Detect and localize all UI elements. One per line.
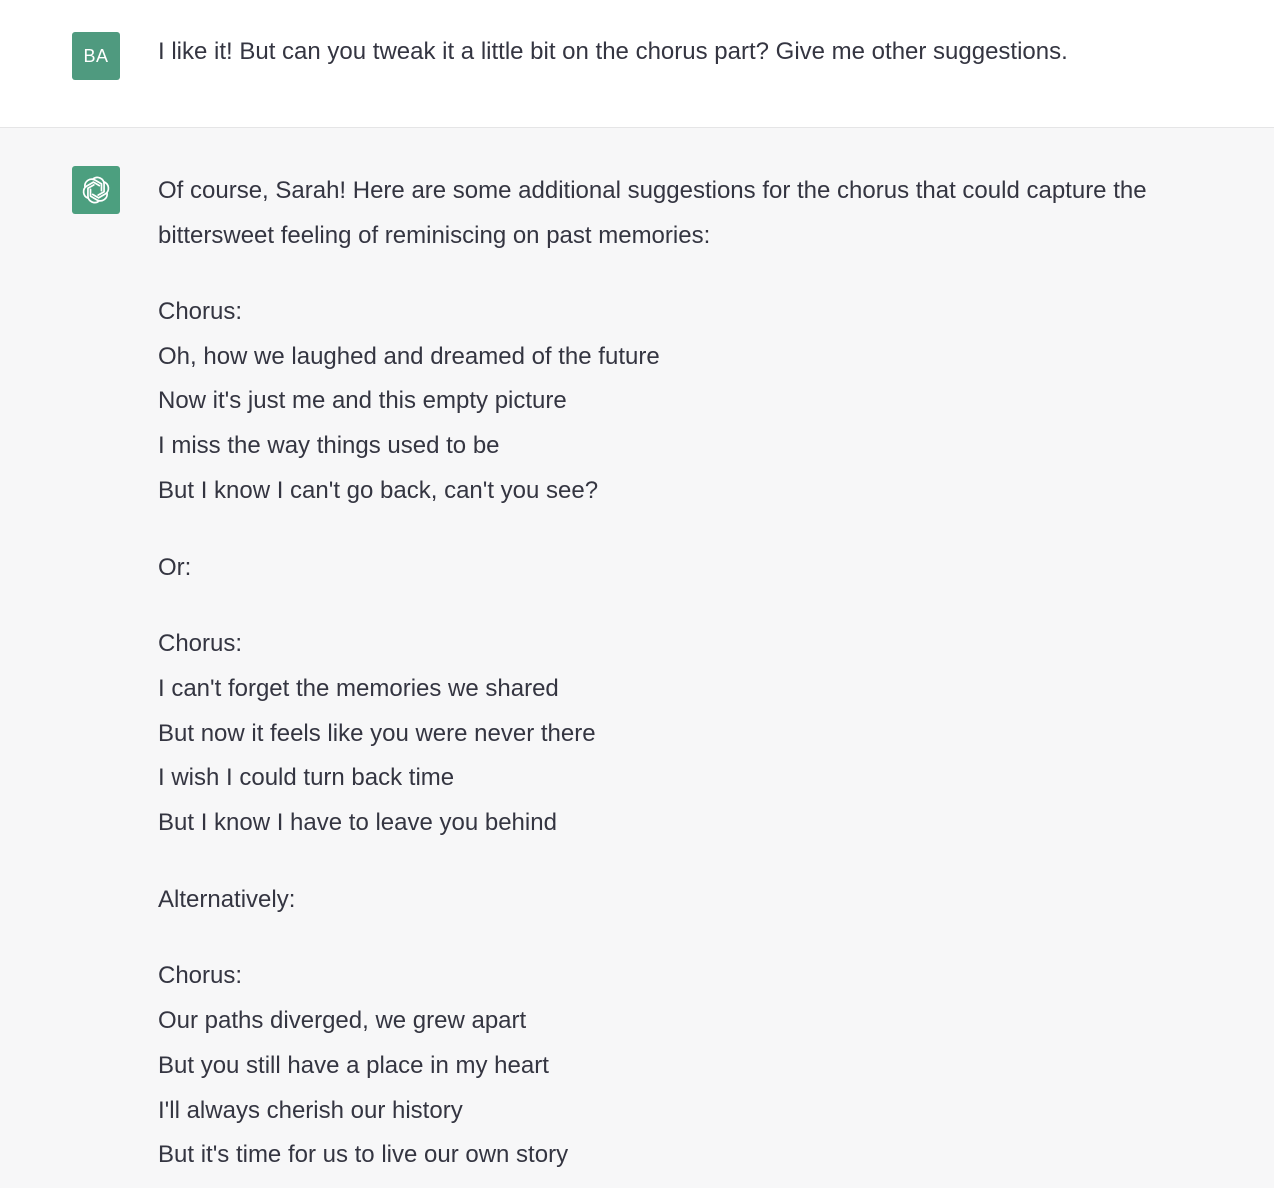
lyric-line: But I know I have to leave you behind: [158, 809, 557, 837]
lyric-line: I wish I could turn back time: [158, 764, 455, 792]
lyric-line: I miss the way things used to be: [158, 432, 500, 460]
separator-label: Or:: [158, 553, 192, 581]
user-avatar-initials: BA: [83, 45, 109, 66]
lyric-line: I'll always cherish our history: [158, 1096, 463, 1124]
assistant-message-row: [0, 128, 1274, 1188]
separator-label: Alternatively:: [158, 885, 296, 913]
lyric-line: But now it feels like you were never there: [158, 719, 596, 747]
lyric-line: But I know I can't go back, can't you see?: [158, 476, 599, 504]
lyric-line: Chorus:: [158, 630, 243, 658]
lyric-line: Chorus:: [158, 298, 243, 325]
lyric-line: But you still have a place in my heart: [158, 1051, 549, 1079]
user-message-row: [0, 0, 1274, 128]
assistant-message-content: [158, 168, 1218, 1178]
chorus-suggestion-2: [158, 622, 1218, 846]
lyric-line: Oh, how we laughed and dreamed of the future: [158, 342, 660, 370]
lyric-line: Chorus:: [158, 962, 243, 990]
lyric-line: Now it's just me and this empty picture: [158, 387, 567, 415]
separator-or: [158, 546, 1218, 591]
user-avatar: [72, 32, 120, 80]
separator-alternatively: [158, 878, 1218, 923]
user-message-text: I like it! But can you tweak it a little bit on the chorus part? Give me other suggestions.: [158, 38, 1068, 65]
lyric-line: Our paths diverged, we grew apart: [158, 1007, 527, 1035]
chorus-suggestion-3: [158, 954, 1218, 1178]
assistant-intro: Of course, Sarah! Here are some additional suggestions for the chorus that could capture the bittersweet feeling of reminiscing on past memories:: [158, 177, 1147, 249]
lyric-line: I can't forget the memories we shared: [158, 674, 559, 702]
lyric-line: But it's time for us to live our own story: [158, 1141, 569, 1169]
chorus-suggestion-1: [158, 290, 1218, 514]
openai-logo-icon: [72, 166, 120, 214]
